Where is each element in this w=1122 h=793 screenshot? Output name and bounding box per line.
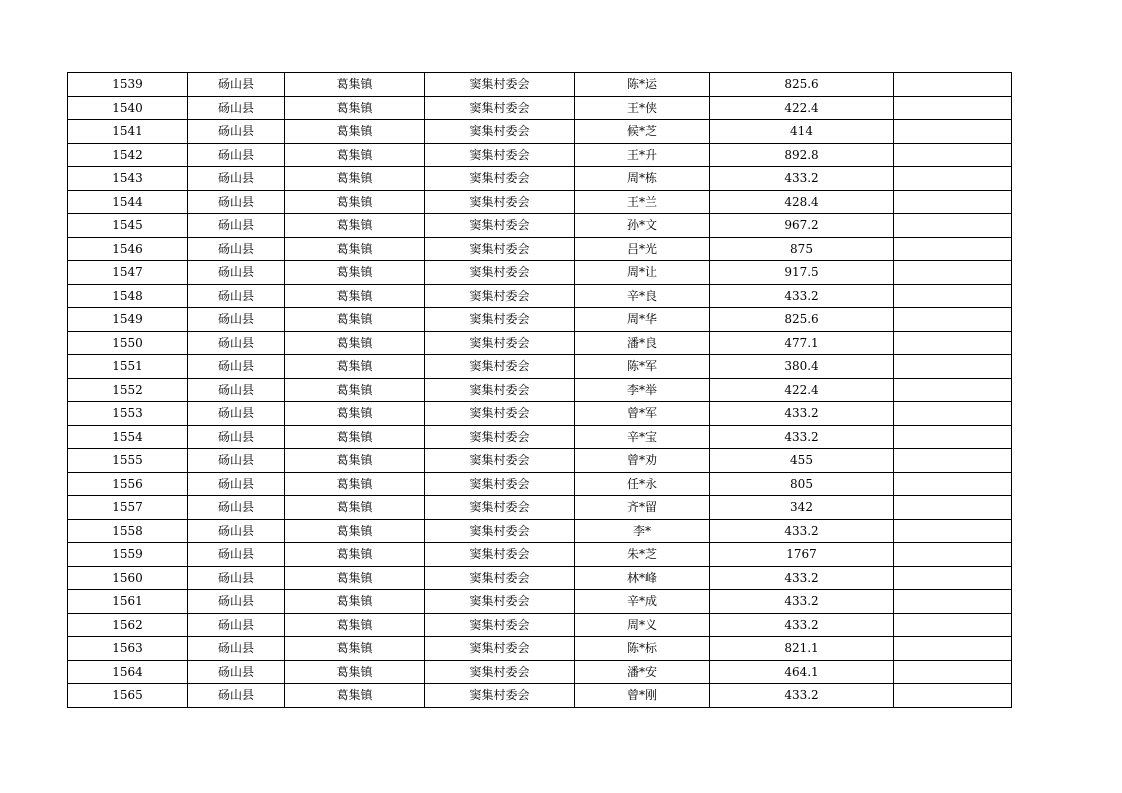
name-cell: 周*让 [575,261,710,285]
note-cell [894,190,1012,214]
county-cell: 砀山县 [188,613,285,637]
amount-cell: 455 [710,449,894,473]
village-committee-cell: 窦集村委会 [425,425,575,449]
row-number-cell: 1561 [68,590,188,614]
name-cell: 任*永 [575,472,710,496]
town-cell: 葛集镇 [285,660,425,684]
village-committee-cell: 窦集村委会 [425,120,575,144]
table-row [68,496,1012,520]
town-cell: 葛集镇 [285,261,425,285]
note-cell [894,73,1012,97]
row-number-cell: 1554 [68,425,188,449]
table-row [68,613,1012,637]
name-cell: 候*芝 [575,120,710,144]
county-cell: 砀山县 [188,96,285,120]
village-committee-cell: 窦集村委会 [425,284,575,308]
row-number-cell: 1550 [68,331,188,355]
table-row [68,449,1012,473]
village-committee-cell: 窦集村委会 [425,355,575,379]
name-cell: 王*兰 [575,190,710,214]
county-cell: 砀山县 [188,543,285,567]
table-row [68,308,1012,332]
town-cell: 葛集镇 [285,96,425,120]
county-cell: 砀山县 [188,190,285,214]
name-cell: 周*华 [575,308,710,332]
town-cell: 葛集镇 [285,120,425,144]
amount-cell: 821.1 [710,637,894,661]
county-cell: 砀山县 [188,308,285,332]
county-cell: 砀山县 [188,120,285,144]
town-cell: 葛集镇 [285,566,425,590]
village-committee-cell: 窦集村委会 [425,449,575,473]
row-number-cell: 1558 [68,519,188,543]
village-committee-cell: 窦集村委会 [425,73,575,97]
county-cell: 砀山县 [188,660,285,684]
village-committee-cell: 窦集村委会 [425,519,575,543]
note-cell [894,284,1012,308]
name-cell: 李*举 [575,378,710,402]
name-cell: 陈*运 [575,73,710,97]
row-number-cell: 1552 [68,378,188,402]
village-committee-cell: 窦集村委会 [425,96,575,120]
name-cell: 李* [575,519,710,543]
row-number-cell: 1539 [68,73,188,97]
table-row [68,425,1012,449]
town-cell: 葛集镇 [285,496,425,520]
county-cell: 砀山县 [188,284,285,308]
name-cell: 王*升 [575,143,710,167]
county-cell: 砀山县 [188,378,285,402]
town-cell: 葛集镇 [285,378,425,402]
amount-cell: 433.2 [710,684,894,708]
table-row [68,143,1012,167]
amount-cell: 422.4 [710,378,894,402]
row-number-cell: 1553 [68,402,188,426]
table-row [68,214,1012,238]
town-cell: 葛集镇 [285,214,425,238]
town-cell: 葛集镇 [285,543,425,567]
note-cell [894,637,1012,661]
row-number-cell: 1541 [68,120,188,144]
table-row [68,284,1012,308]
amount-cell: 433.2 [710,402,894,426]
note-cell [894,660,1012,684]
town-cell: 葛集镇 [285,143,425,167]
amount-cell: 1767 [710,543,894,567]
town-cell: 葛集镇 [285,637,425,661]
amount-cell: 433.2 [710,425,894,449]
amount-cell: 875 [710,237,894,261]
village-committee-cell: 窦集村委会 [425,237,575,261]
note-cell [894,167,1012,191]
subsidy-table-page [67,72,1011,708]
note-cell [894,519,1012,543]
note-cell [894,331,1012,355]
village-committee-cell: 窦集村委会 [425,496,575,520]
county-cell: 砀山县 [188,261,285,285]
row-number-cell: 1549 [68,308,188,332]
note-cell [894,355,1012,379]
note-cell [894,308,1012,332]
note-cell [894,590,1012,614]
county-cell: 砀山县 [188,684,285,708]
town-cell: 葛集镇 [285,425,425,449]
town-cell: 葛集镇 [285,684,425,708]
amount-cell: 825.6 [710,308,894,332]
county-cell: 砀山县 [188,355,285,379]
county-cell: 砀山县 [188,449,285,473]
row-number-cell: 1545 [68,214,188,238]
amount-cell: 433.2 [710,284,894,308]
town-cell: 葛集镇 [285,402,425,426]
town-cell: 葛集镇 [285,308,425,332]
amount-cell: 414 [710,120,894,144]
town-cell: 葛集镇 [285,590,425,614]
town-cell: 葛集镇 [285,167,425,191]
county-cell: 砀山县 [188,331,285,355]
note-cell [894,96,1012,120]
row-number-cell: 1542 [68,143,188,167]
town-cell: 葛集镇 [285,613,425,637]
village-committee-cell: 窦集村委会 [425,637,575,661]
row-number-cell: 1565 [68,684,188,708]
table-row [68,543,1012,567]
row-number-cell: 1560 [68,566,188,590]
subsidy-table [67,72,1012,708]
name-cell: 朱*芝 [575,543,710,567]
town-cell: 葛集镇 [285,237,425,261]
name-cell: 潘*良 [575,331,710,355]
row-number-cell: 1548 [68,284,188,308]
name-cell: 孙*文 [575,214,710,238]
note-cell [894,543,1012,567]
amount-cell: 917.5 [710,261,894,285]
note-cell [894,613,1012,637]
note-cell [894,472,1012,496]
town-cell: 葛集镇 [285,472,425,496]
name-cell: 辛*成 [575,590,710,614]
town-cell: 葛集镇 [285,449,425,473]
village-committee-cell: 窦集村委会 [425,261,575,285]
row-number-cell: 1563 [68,637,188,661]
county-cell: 砀山县 [188,214,285,238]
note-cell [894,214,1012,238]
town-cell: 葛集镇 [285,355,425,379]
table-row [68,355,1012,379]
table-row [68,331,1012,355]
row-number-cell: 1546 [68,237,188,261]
amount-cell: 380.4 [710,355,894,379]
note-cell [894,261,1012,285]
row-number-cell: 1562 [68,613,188,637]
town-cell: 葛集镇 [285,73,425,97]
village-committee-cell: 窦集村委会 [425,590,575,614]
table-row [68,378,1012,402]
county-cell: 砀山县 [188,566,285,590]
note-cell [894,120,1012,144]
table-row [68,684,1012,708]
county-cell: 砀山县 [188,73,285,97]
village-committee-cell: 窦集村委会 [425,190,575,214]
table-body [68,73,1012,708]
amount-cell: 805 [710,472,894,496]
name-cell: 齐*留 [575,496,710,520]
row-number-cell: 1540 [68,96,188,120]
table-row [68,402,1012,426]
county-cell: 砀山县 [188,425,285,449]
table-row [68,120,1012,144]
village-committee-cell: 窦集村委会 [425,214,575,238]
note-cell [894,143,1012,167]
note-cell [894,402,1012,426]
table-row [68,660,1012,684]
amount-cell: 967.2 [710,214,894,238]
amount-cell: 825.6 [710,73,894,97]
amount-cell: 477.1 [710,331,894,355]
town-cell: 葛集镇 [285,519,425,543]
amount-cell: 428.4 [710,190,894,214]
amount-cell: 433.2 [710,519,894,543]
row-number-cell: 1556 [68,472,188,496]
county-cell: 砀山县 [188,167,285,191]
town-cell: 葛集镇 [285,190,425,214]
table-row [68,190,1012,214]
village-committee-cell: 窦集村委会 [425,402,575,426]
note-cell [894,378,1012,402]
amount-cell: 464.1 [710,660,894,684]
row-number-cell: 1547 [68,261,188,285]
table-row [68,637,1012,661]
county-cell: 砀山县 [188,402,285,426]
row-number-cell: 1564 [68,660,188,684]
village-committee-cell: 窦集村委会 [425,308,575,332]
county-cell: 砀山县 [188,472,285,496]
amount-cell: 433.2 [710,613,894,637]
name-cell: 林*峰 [575,566,710,590]
village-committee-cell: 窦集村委会 [425,331,575,355]
village-committee-cell: 窦集村委会 [425,143,575,167]
row-number-cell: 1544 [68,190,188,214]
table-row [68,73,1012,97]
note-cell [894,684,1012,708]
village-committee-cell: 窦集村委会 [425,684,575,708]
amount-cell: 433.2 [710,590,894,614]
name-cell: 陈*军 [575,355,710,379]
village-committee-cell: 窦集村委会 [425,378,575,402]
county-cell: 砀山县 [188,496,285,520]
name-cell: 曾*军 [575,402,710,426]
table-row [68,590,1012,614]
table-row [68,519,1012,543]
county-cell: 砀山县 [188,237,285,261]
table-row [68,237,1012,261]
table-row [68,96,1012,120]
table-row [68,167,1012,191]
amount-cell: 342 [710,496,894,520]
row-number-cell: 1557 [68,496,188,520]
row-number-cell: 1559 [68,543,188,567]
table-row [68,472,1012,496]
name-cell: 曾*刚 [575,684,710,708]
row-number-cell: 1551 [68,355,188,379]
name-cell: 王*侠 [575,96,710,120]
table-row [68,566,1012,590]
note-cell [894,496,1012,520]
amount-cell: 433.2 [710,566,894,590]
name-cell: 潘*安 [575,660,710,684]
note-cell [894,566,1012,590]
name-cell: 周*栋 [575,167,710,191]
town-cell: 葛集镇 [285,284,425,308]
amount-cell: 892.8 [710,143,894,167]
amount-cell: 422.4 [710,96,894,120]
table-row [68,261,1012,285]
county-cell: 砀山县 [188,590,285,614]
name-cell: 周*义 [575,613,710,637]
name-cell: 吕*光 [575,237,710,261]
village-committee-cell: 窦集村委会 [425,167,575,191]
county-cell: 砀山县 [188,637,285,661]
village-committee-cell: 窦集村委会 [425,566,575,590]
town-cell: 葛集镇 [285,331,425,355]
row-number-cell: 1555 [68,449,188,473]
county-cell: 砀山县 [188,143,285,167]
village-committee-cell: 窦集村委会 [425,472,575,496]
amount-cell: 433.2 [710,167,894,191]
row-number-cell: 1543 [68,167,188,191]
village-committee-cell: 窦集村委会 [425,613,575,637]
name-cell: 辛*良 [575,284,710,308]
name-cell: 辛*宝 [575,425,710,449]
note-cell [894,237,1012,261]
name-cell: 曾*劝 [575,449,710,473]
village-committee-cell: 窦集村委会 [425,660,575,684]
note-cell [894,449,1012,473]
village-committee-cell: 窦集村委会 [425,543,575,567]
note-cell [894,425,1012,449]
name-cell: 陈*标 [575,637,710,661]
county-cell: 砀山县 [188,519,285,543]
